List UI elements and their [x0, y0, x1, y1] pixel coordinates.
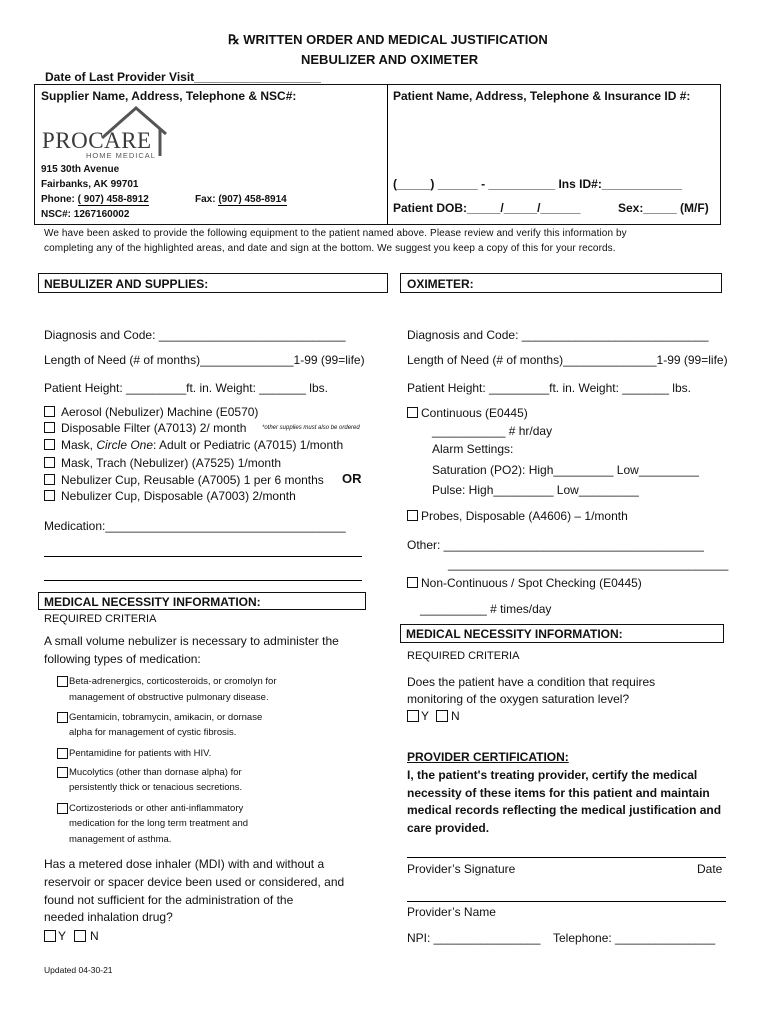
neb-lead-line1: A small volume nebulizer is necessary to administer the [44, 634, 339, 648]
hr-day-field[interactable]: ___________ # hr/day [432, 424, 553, 438]
continuous-label: Continuous (E0445) [421, 406, 528, 420]
neb-item-label: Nebulizer Cup, Reusable (A7005) 1 per 6 months [61, 473, 324, 487]
provider-telephone-field[interactable]: Telephone: _______________ [553, 931, 716, 945]
med-option-line: Pentamidine for patients with HIV. [69, 748, 212, 759]
document-subtitle: NEBULIZER AND OXIMETER [301, 52, 479, 67]
neb-item-label: Mask, Trach (Nebulizer) (A7525) 1/month [61, 456, 282, 470]
times-day-field[interactable]: __________ # times/day [420, 602, 552, 616]
certification-line3: medical records reflecting the medical justification and [407, 803, 722, 817]
mdi-question-line2: reservoir or spacer device been used or considered, and [44, 875, 345, 889]
certification-line4: care provided. [407, 821, 490, 835]
mucolytics-checkbox[interactable] [57, 767, 68, 778]
med-option-line: alpha for management of cystic fibrosis. [69, 727, 237, 738]
med-option-line: Gentamicin, tobramycin, amikacin, or dornase [69, 712, 263, 723]
intro-line1: We have been asked to provide the following equipment to the patient named above. Please review and verify this information by [44, 228, 627, 239]
oxi-no-checkbox[interactable] [436, 710, 448, 722]
oxi-necessity-heading: MEDICAL NECESSITY INFORMATION: [406, 627, 623, 641]
oxi-length-field[interactable]: Length of Need (# of months)______________1-99 (99=life) [407, 353, 728, 367]
med-option-line: Beta-adrenergics, corticosteroids, or cromolyn for [69, 676, 277, 687]
probes-label: Probes, Disposable (A4606) – 1/month [421, 509, 628, 523]
supplier-address2: Fairbanks, AK 99701 [41, 179, 139, 190]
med-option-line: Mucolytics (other than dornase alpha) for [69, 767, 242, 778]
mdi-no-label: N [90, 929, 99, 943]
mdi-question-line4: needed inhalation drug? [44, 910, 173, 924]
rx-symbol: ℞ [228, 32, 240, 47]
oxi-height-weight-field[interactable]: Patient Height: _________ft. in. Weight: _______ lbs. [407, 381, 691, 395]
document-title: ℞ WRITTEN ORDER AND MEDICAL JUSTIFICATION [228, 32, 548, 47]
neb-item-label: Aerosol (Nebulizer) Machine (E0570) [61, 405, 259, 419]
oximeter-heading: OXIMETER: [407, 277, 474, 291]
cup-reusable-checkbox[interactable] [44, 474, 55, 485]
patient-heading: Patient Name, Address, Telephone & Insurance ID #: [393, 89, 691, 103]
oxi-diagnosis-field[interactable]: Diagnosis and Code: ____________________________ [407, 328, 709, 342]
oxi-yes-checkbox[interactable] [407, 710, 419, 722]
patient-phone-insurance-field[interactable]: (_____) ______ - __________ Ins ID#:____________ [393, 177, 682, 191]
noncontinuous-label: Non-Continuous / Spot Checking (E0445) [421, 576, 642, 590]
provider-name-label: Provider’s Name [407, 905, 496, 919]
intro-line2: completing any of the highlighted areas, and date and sign at the bottom. We suggest you keep a copy of this for your records. [44, 243, 616, 254]
neb-height-weight-field[interactable]: Patient Height: _________ft. in. Weight: _______ lbs. [44, 381, 328, 395]
beta-adrenergics-checkbox[interactable] [57, 676, 68, 687]
supplier-heading: Supplier Name, Address, Telephone & NSC#: [41, 89, 297, 103]
neb-required-criteria: REQUIRED CRITERIA [44, 613, 157, 625]
neb-item-label: Nebulizer Cup, Disposable (A7003) 2/month [61, 489, 296, 503]
mdi-question-line1: Has a metered dose inhaler (MDI) with and without a [44, 857, 325, 871]
medication-line-3[interactable] [44, 580, 362, 581]
updated-date: Updated 04-30-21 [44, 965, 113, 975]
med-option-line: management of asthma. [69, 834, 172, 845]
filter-note: *other supplies must also be ordered [262, 425, 360, 431]
medication-field[interactable]: Medication:____________________________________ [44, 519, 346, 533]
last-visit-field[interactable]: Date of Last Provider Visit___________________ [45, 70, 321, 84]
mask-trach-checkbox[interactable] [44, 457, 55, 468]
neb-lead-line2: following types of medication: [44, 652, 201, 666]
med-option-line: persistently thick or tenacious secretions. [69, 782, 243, 793]
neb-length-field[interactable]: Length of Need (# of months)______________1-99 (99=life) [44, 353, 365, 367]
mask-checkbox[interactable] [44, 439, 55, 450]
oxi-yes-label: Y [421, 709, 430, 723]
supplier-phone: Phone: ( 907) 458-8912 [41, 194, 149, 205]
signature-date-label: Date [697, 862, 723, 876]
supplier-nsc: NSC#: 1267160002 [41, 209, 130, 220]
saturation-field[interactable]: Saturation (PO2): High_________ Low_________ [432, 463, 699, 477]
mdi-question-line3: found not sufficient for the administration of the [44, 893, 294, 907]
mdi-no-checkbox[interactable] [74, 930, 86, 942]
certification-line2: necessity of these items for this patient and maintain [407, 786, 710, 800]
corticosteroids-checkbox[interactable] [57, 803, 68, 814]
provider-signature-label: Provider’s Signature [407, 862, 516, 876]
other-field-line2[interactable]: __________________________________________ [448, 557, 729, 571]
oxi-required-criteria: REQUIRED CRITERIA [407, 650, 520, 662]
aerosol-machine-checkbox[interactable] [44, 406, 55, 417]
oxi-question-line1: Does the patient have a condition that requires [407, 675, 656, 689]
certification-line1: I, the patient's treating provider, certify the medical [407, 768, 698, 782]
supplier-fax: Fax: (907) 458-8914 [195, 194, 287, 205]
provider-name-line[interactable] [407, 901, 726, 902]
med-option-line: management of obstructive pulmonary disease. [69, 692, 269, 703]
continuous-checkbox[interactable] [407, 407, 418, 418]
neb-item-label: Disposable Filter (A7013) 2/ month [61, 421, 247, 435]
nebulizer-heading: NEBULIZER AND SUPPLIES: [44, 277, 209, 291]
signature-line[interactable] [407, 857, 726, 858]
med-option-line: Cortizosteriods or other anti-inflammatory [69, 803, 244, 814]
neb-diagnosis-field[interactable]: Diagnosis and Code: ____________________________ [44, 328, 346, 342]
oxi-question-line2: monitoring of the oxygen saturation level? [407, 692, 630, 706]
supplier-address1: 915 30th Avenue [41, 164, 120, 175]
medication-line-2[interactable] [44, 556, 362, 557]
disposable-filter-checkbox[interactable] [44, 422, 55, 433]
other-field[interactable]: Other: _______________________________________ [407, 538, 704, 552]
box-divider [387, 84, 388, 225]
procare-logo: PROCARE HOME MEDICAL [40, 104, 170, 160]
alarm-settings-label: Alarm Settings: [432, 442, 514, 456]
oxi-no-label: N [451, 709, 460, 723]
pulse-field[interactable]: Pulse: High_________ Low_________ [432, 483, 639, 497]
gentamicin-checkbox[interactable] [57, 712, 68, 723]
med-option-line: medication for the long term treatment and [69, 818, 249, 829]
certification-heading: PROVIDER CERTIFICATION: [407, 750, 569, 764]
cup-disposable-checkbox[interactable] [44, 490, 55, 501]
or-label: OR [342, 471, 362, 486]
probes-checkbox[interactable] [407, 510, 418, 521]
mdi-yes-checkbox[interactable] [44, 930, 56, 942]
mdi-yes-label: Y [58, 929, 67, 943]
npi-field[interactable]: NPI: ________________ [407, 931, 541, 945]
patient-dob-field[interactable]: Patient DOB:_____/_____/______ [393, 201, 581, 215]
neb-item-label: Mask, Circle One: Adult or Pediatric (A7015) 1/month [61, 438, 344, 452]
noncontinuous-checkbox[interactable] [407, 577, 418, 588]
pentamidine-checkbox[interactable] [57, 748, 68, 759]
patient-sex-field[interactable]: Sex:_____ (M/F) [618, 201, 709, 215]
neb-necessity-heading: MEDICAL NECESSITY INFORMATION: [44, 595, 261, 609]
